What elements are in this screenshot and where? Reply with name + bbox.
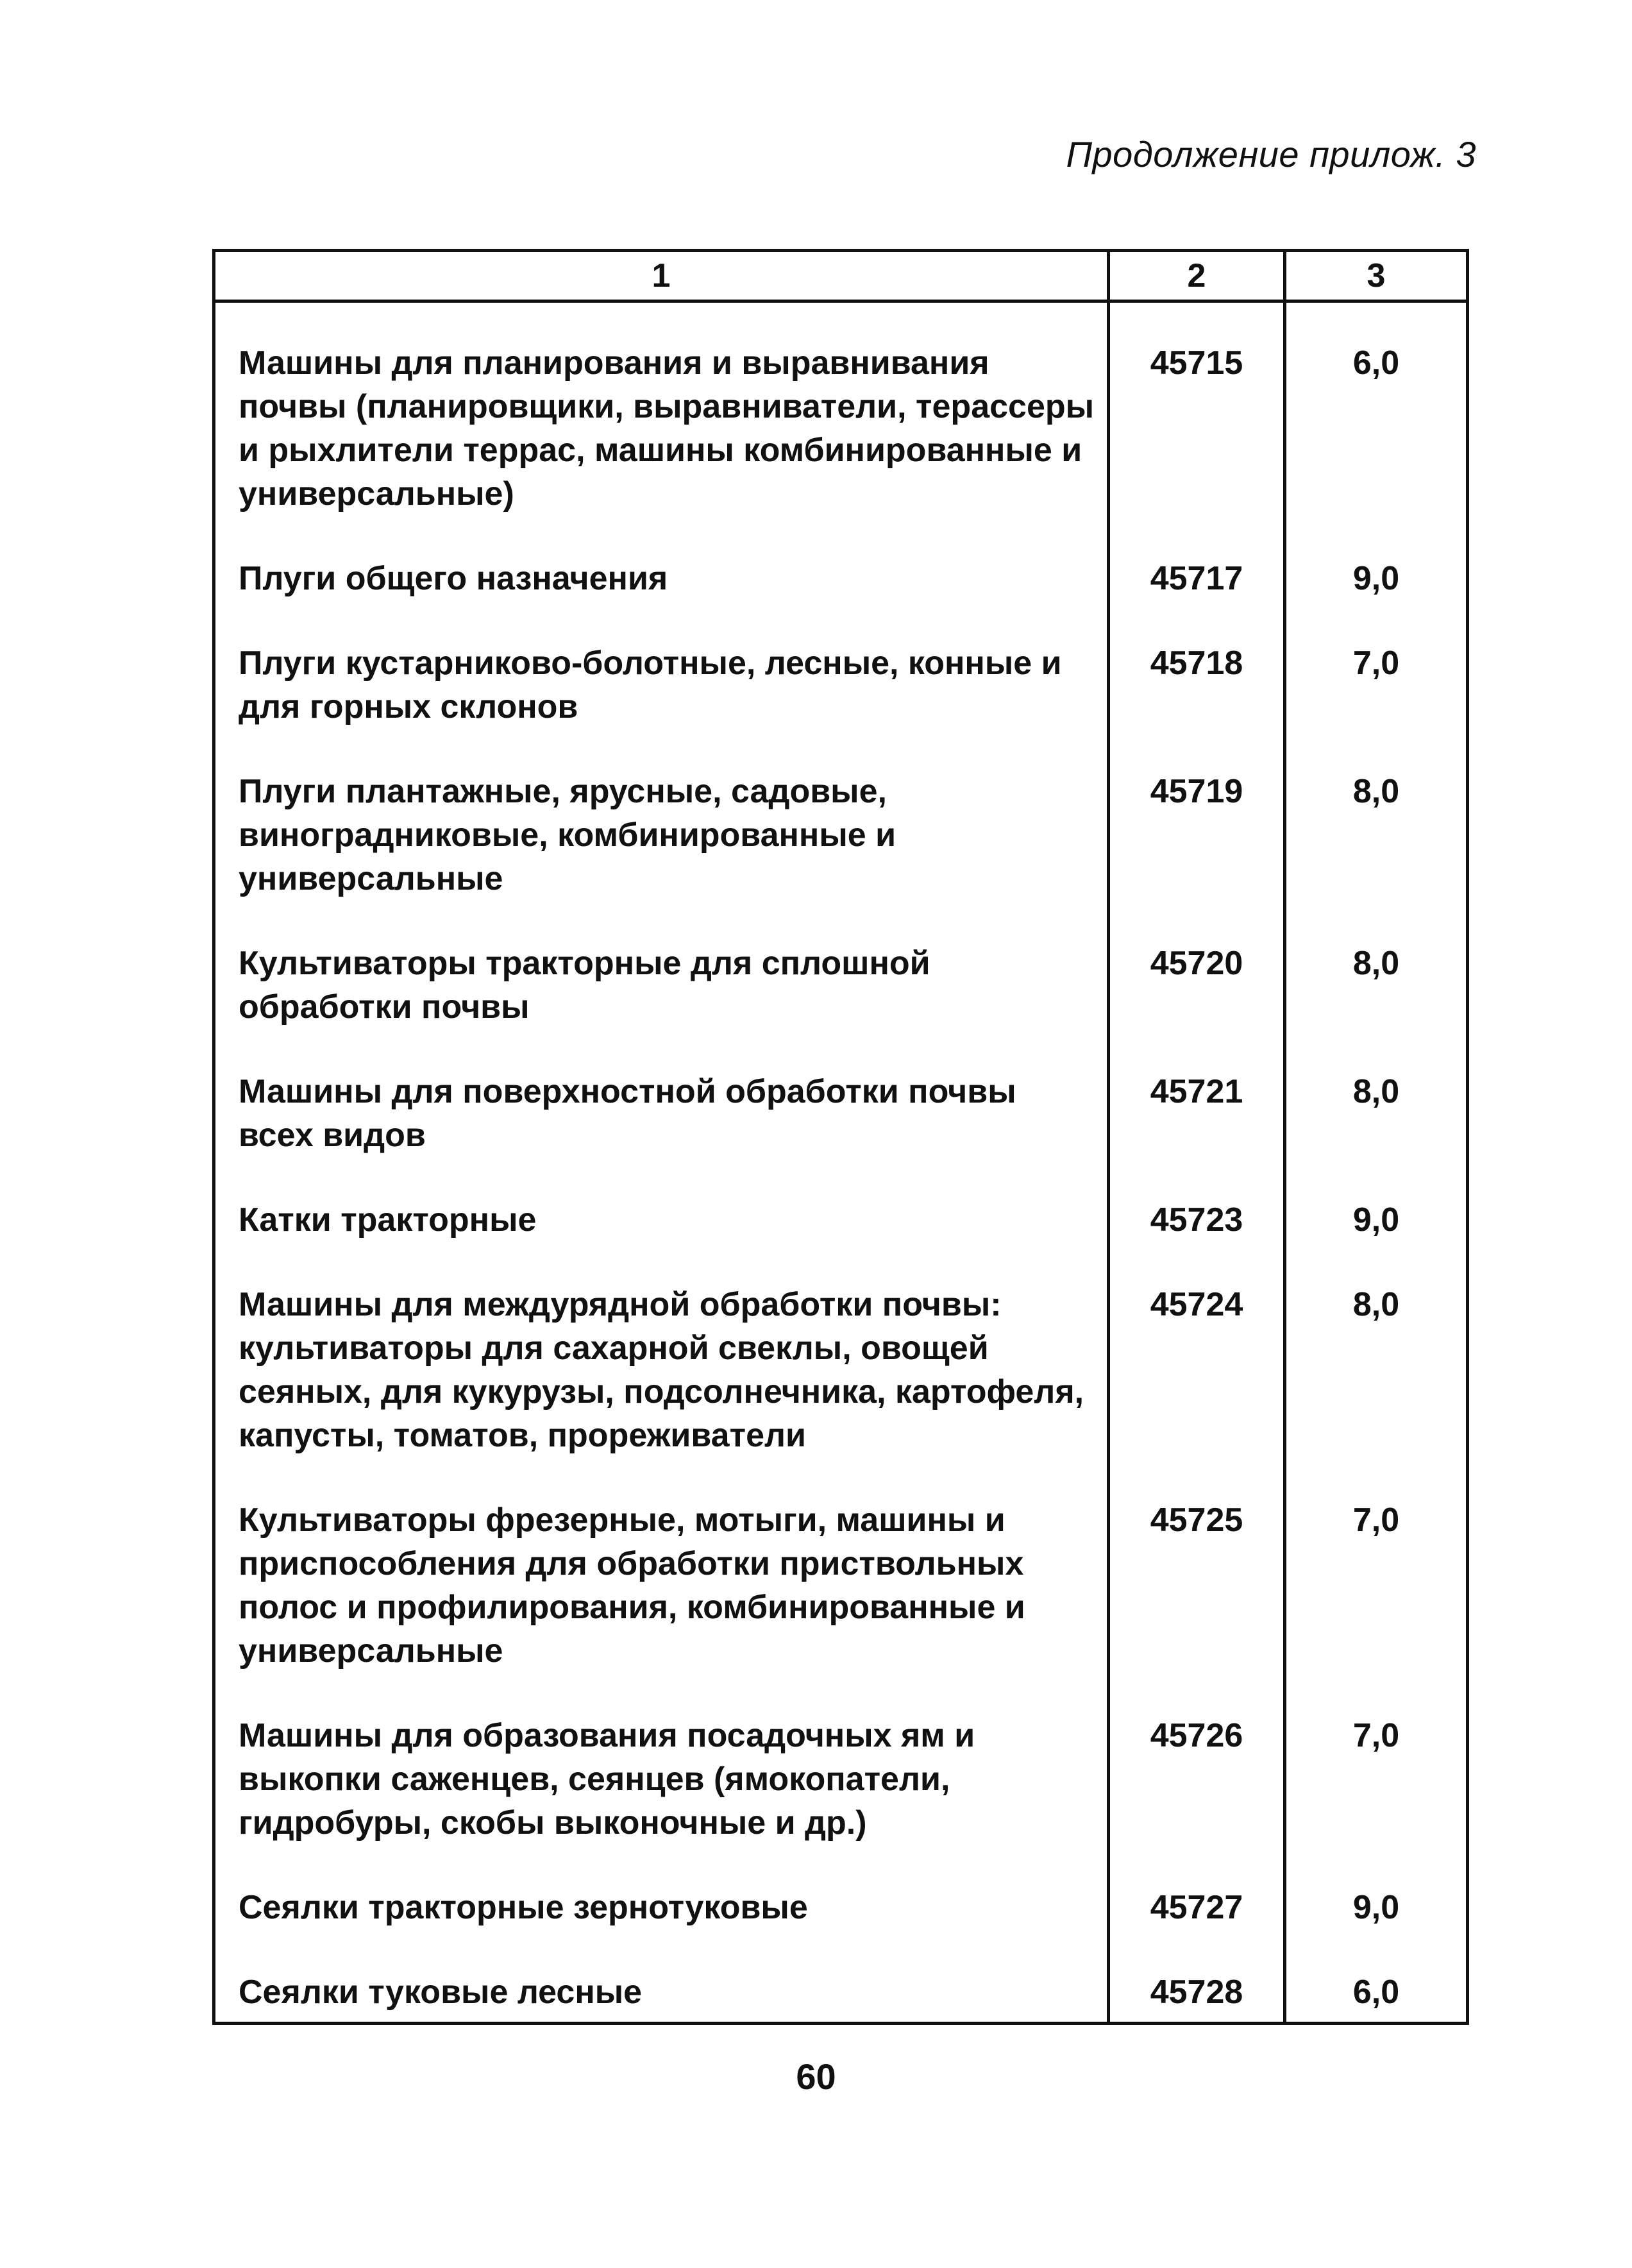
column-header-2: 2 xyxy=(1109,251,1285,301)
row-name: Катки тракторные xyxy=(239,1201,537,1239)
row-code: 45725 xyxy=(1109,1457,1285,1673)
table-row xyxy=(214,600,1468,729)
row-value: 7,0 xyxy=(1285,1673,1468,1845)
row-name: Культиваторы тракторные для сплошной обработки почвы xyxy=(239,945,930,1026)
row-code: 45728 xyxy=(1109,1929,1285,2024)
row-name: Сеялки туковые лесные xyxy=(239,1974,643,2011)
row-name: Плуги общего назначения xyxy=(239,560,668,597)
table-row xyxy=(214,1029,1468,1157)
row-code: 45721 xyxy=(1109,1029,1285,1157)
row-code: 45718 xyxy=(1109,600,1285,729)
row-code: 45720 xyxy=(1109,901,1285,1029)
table-row xyxy=(214,1845,1468,1929)
row-value: 6,0 xyxy=(1285,1929,1468,2024)
table-body xyxy=(214,301,1468,2024)
table-row xyxy=(214,1457,1468,1673)
continuation-header: Продолжение прилож. 3 xyxy=(1066,134,1476,174)
column-header-1: 1 xyxy=(214,251,1109,301)
depreciation-table xyxy=(212,249,1469,2025)
row-name: Машины для образования посадочных ям и выкопки саженцев, сеянцев (ямокопатели, гидробуры, скобы выконочные и др.) xyxy=(239,1717,975,1841)
row-name: Машины для поверхностной обработки почвы всех видов xyxy=(239,1073,1016,1154)
table-row xyxy=(214,729,1468,901)
table-row xyxy=(214,1157,1468,1242)
row-code: 45717 xyxy=(1109,516,1285,600)
row-name: Машины для планирования и выравнивания почвы (планировщики, выравниватели, терассеры и рыхлители террас, машины комбинированные и универсальные) xyxy=(239,344,1095,512)
row-code: 45724 xyxy=(1109,1242,1285,1457)
row-value: 8,0 xyxy=(1285,729,1468,901)
row-value: 8,0 xyxy=(1285,1242,1468,1457)
table-row xyxy=(214,1929,1468,2024)
page-number: 60 xyxy=(796,2056,836,2097)
table-row xyxy=(214,301,1468,516)
table-header xyxy=(214,251,1468,301)
table-row xyxy=(214,1242,1468,1457)
row-value: 9,0 xyxy=(1285,1845,1468,1929)
row-name: Культиваторы фрезерные, мотыги, машины и приспособления для обработки приствольных полос и профилирования, комбинированные и универсальные xyxy=(239,1502,1025,1670)
row-value: 9,0 xyxy=(1285,516,1468,600)
row-name: Плуги плантажные, ярусные, садовые, виноградниковые, комбинированные и универсальные xyxy=(239,773,896,897)
row-code: 45726 xyxy=(1109,1673,1285,1845)
row-code: 45719 xyxy=(1109,729,1285,901)
column-header-3: 3 xyxy=(1285,251,1468,301)
row-value: 7,0 xyxy=(1285,600,1468,729)
row-value: 6,0 xyxy=(1285,301,1468,516)
row-code: 45715 xyxy=(1109,301,1285,516)
row-code: 45727 xyxy=(1109,1845,1285,1929)
table-row xyxy=(214,1673,1468,1845)
row-name: Машины для междурядной обработки почвы: культиваторы для сахарной свеклы, овощей сеяных, для кукурузы, подсолнечника, картофеля, капусты, томатов, прореживатели xyxy=(239,1286,1084,1454)
row-value: 7,0 xyxy=(1285,1457,1468,1673)
table-row xyxy=(214,516,1468,600)
row-value: 9,0 xyxy=(1285,1157,1468,1242)
row-value: 8,0 xyxy=(1285,901,1468,1029)
table-row xyxy=(214,901,1468,1029)
row-name: Сеялки тракторные зернотуковые xyxy=(239,1889,808,1926)
row-value: 8,0 xyxy=(1285,1029,1468,1157)
row-code: 45723 xyxy=(1109,1157,1285,1242)
row-name: Плуги кустарниково-болотные, лесные, конные и для горных склонов xyxy=(239,645,1062,725)
